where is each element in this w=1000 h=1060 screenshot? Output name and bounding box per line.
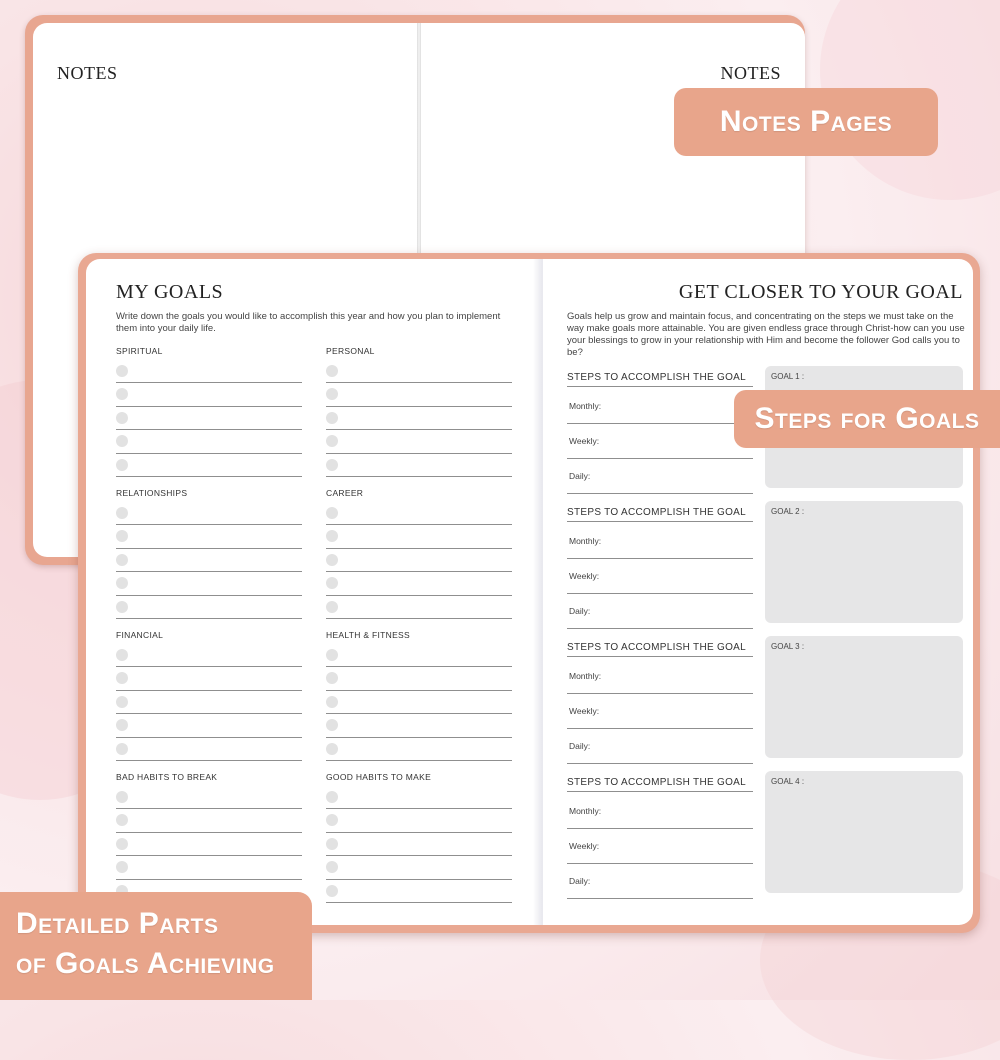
bullet-icon [326, 861, 338, 873]
goal-category [326, 772, 512, 903]
goal-line[interactable] [326, 667, 512, 690]
bullet-icon [116, 530, 128, 542]
detailed-parts-line1: Detailed Parts [16, 907, 219, 940]
bullet-icon [116, 365, 128, 377]
weekly-label: Weekly: [569, 436, 600, 446]
goal-line[interactable] [116, 549, 302, 572]
bullet-icon [326, 554, 338, 566]
goal-line[interactable] [116, 644, 302, 667]
weekly-label: Weekly: [569, 841, 600, 851]
daily-label: Daily: [569, 471, 591, 481]
daily-line[interactable] [567, 594, 753, 629]
monthly-line[interactable] [567, 794, 753, 829]
bullet-icon [116, 861, 128, 873]
goal-line[interactable] [326, 714, 512, 737]
bullet-icon [116, 388, 128, 400]
goal-block-4 [567, 777, 967, 900]
notes-title-left: NOTES [57, 63, 118, 83]
page-title: GET CLOSER TO YOUR GOAL [678, 281, 963, 303]
bullet-icon [326, 388, 338, 400]
steps-for-goals-badge: Steps for Goals [734, 390, 1000, 448]
bullet-icon [116, 412, 128, 424]
category-label: SPIRITUAL [116, 346, 163, 356]
category-label: FINANCIAL [116, 630, 164, 640]
bullet-icon [116, 577, 128, 589]
goal-category [326, 630, 512, 761]
bullet-icon [116, 601, 128, 613]
monthly-label: Monthly: [569, 806, 602, 816]
goal-line[interactable] [326, 738, 512, 761]
weekly-label: Weekly: [569, 706, 600, 716]
weekly-line[interactable] [567, 829, 753, 864]
goal-line[interactable] [326, 809, 512, 832]
steps-heading: STEPS TO ACCOMPLISH THE GOAL [567, 642, 753, 657]
bullet-icon [326, 649, 338, 661]
bullet-icon [116, 719, 128, 731]
page-intro: Write down the goals you would like to accomplish this year and how you plan to implement them into your daily life. [116, 311, 501, 334]
goal-line[interactable] [326, 454, 512, 477]
bullet-icon [116, 696, 128, 708]
goal-label: GOAL 3 : [771, 642, 805, 651]
bullet-icon [326, 791, 338, 803]
closer-goal-page [543, 259, 973, 925]
goal-category [116, 488, 302, 619]
goal-line[interactable] [116, 786, 302, 809]
goal-line[interactable] [326, 383, 512, 406]
goal-box[interactable] [765, 771, 963, 893]
weekly-line[interactable] [567, 694, 753, 729]
category-label: RELATIONSHIPS [116, 488, 188, 498]
goal-line[interactable] [116, 667, 302, 690]
category-label: HEALTH & FITNESS [326, 630, 410, 640]
goal-line[interactable] [326, 407, 512, 430]
category-label: CAREER [326, 488, 364, 498]
daily-line[interactable] [567, 864, 753, 899]
goal-line[interactable] [326, 880, 512, 903]
monthly-label: Monthly: [569, 671, 602, 681]
bullet-icon [326, 885, 338, 897]
goal-line[interactable] [326, 360, 512, 383]
bullet-icon [116, 838, 128, 850]
goal-box[interactable] [765, 501, 963, 623]
goal-line[interactable] [116, 525, 302, 548]
bullet-icon [116, 649, 128, 661]
goal-line[interactable] [116, 833, 302, 856]
bullet-icon [326, 814, 338, 826]
goal-line[interactable] [116, 809, 302, 832]
steps-heading: STEPS TO ACCOMPLISH THE GOAL [567, 372, 753, 387]
daily-label: Daily: [569, 876, 591, 886]
daily-label: Daily: [569, 606, 591, 616]
goal-line[interactable] [116, 383, 302, 406]
bullet-icon [116, 814, 128, 826]
goal-line[interactable] [326, 502, 512, 525]
goal-line[interactable] [116, 738, 302, 761]
goal-category [326, 488, 512, 619]
daily-line[interactable] [567, 729, 753, 764]
bullet-icon [326, 530, 338, 542]
weekly-line[interactable] [567, 559, 753, 594]
goal-line[interactable] [326, 525, 512, 548]
bullet-icon [326, 459, 338, 471]
page-title: MY GOALS [116, 281, 224, 303]
category-label: PERSONAL [326, 346, 375, 356]
goal-line[interactable] [326, 644, 512, 667]
goal-line[interactable] [116, 856, 302, 879]
goal-line[interactable] [116, 691, 302, 714]
goal-line[interactable] [116, 360, 302, 383]
bullet-icon [116, 672, 128, 684]
goal-line[interactable] [326, 596, 512, 619]
goal-line[interactable] [116, 596, 302, 619]
my-goals-page [86, 259, 541, 925]
bullet-icon [116, 435, 128, 447]
goal-line[interactable] [116, 502, 302, 525]
goal-line[interactable] [326, 549, 512, 572]
goal-category [116, 772, 302, 903]
bullet-icon [326, 507, 338, 519]
goal-category [116, 346, 302, 477]
goal-line[interactable] [326, 833, 512, 856]
weekly-line[interactable] [567, 424, 753, 459]
detailed-parts-line2: of Goals Achieving [16, 947, 275, 980]
daily-line[interactable] [567, 459, 753, 494]
goal-line[interactable] [116, 714, 302, 737]
notes-pages-badge: Notes Pages [674, 88, 938, 156]
goal-line[interactable] [116, 454, 302, 477]
bullet-icon [326, 743, 338, 755]
bullet-icon [326, 365, 338, 377]
monthly-line[interactable] [567, 389, 753, 424]
bullet-icon [116, 459, 128, 471]
goal-category [326, 346, 512, 477]
goal-line[interactable] [326, 786, 512, 809]
goal-line[interactable] [326, 856, 512, 879]
bullet-icon [326, 719, 338, 731]
goal-block-3 [567, 642, 967, 765]
goal-label: GOAL 4 : [771, 777, 805, 786]
steps-heading: STEPS TO ACCOMPLISH THE GOAL [567, 507, 753, 522]
goal-line[interactable] [326, 430, 512, 453]
goals-notebook [78, 253, 980, 933]
bullet-icon [326, 601, 338, 613]
goal-block-2 [567, 507, 967, 630]
bullet-icon [326, 838, 338, 850]
monthly-line[interactable] [567, 659, 753, 694]
monthly-label: Monthly: [569, 536, 602, 546]
bullet-icon [116, 507, 128, 519]
category-label: BAD HABITS TO BREAK [116, 772, 218, 782]
detailed-parts-badge [0, 892, 312, 1000]
bullet-icon [326, 577, 338, 589]
bullet-icon [116, 743, 128, 755]
goal-line[interactable] [326, 691, 512, 714]
category-label: GOOD HABITS TO MAKE [326, 772, 432, 782]
weekly-label: Weekly: [569, 571, 600, 581]
bullet-icon [326, 412, 338, 424]
goal-label: GOAL 2 : [771, 507, 805, 516]
monthly-line[interactable] [567, 524, 753, 559]
page-intro: Goals help us grow and maintain focus, and concentrating on the steps we must take on the way make goals more attainable. You are given endless grace through Christ-how can you use your blessings to grow in your relationship with Him and become the follower God calls you to be? [567, 311, 965, 358]
monthly-label: Monthly: [569, 401, 602, 411]
steps-heading: STEPS TO ACCOMPLISH THE GOAL [567, 777, 753, 792]
bullet-icon [326, 696, 338, 708]
goal-line[interactable] [326, 572, 512, 595]
goal-label: GOAL 1 : [771, 372, 805, 381]
bullet-icon [116, 554, 128, 566]
bullet-icon [326, 672, 338, 684]
daily-label: Daily: [569, 741, 591, 751]
goal-line[interactable] [116, 572, 302, 595]
bullet-icon [326, 435, 338, 447]
goal-line[interactable] [116, 407, 302, 430]
goal-box[interactable] [765, 636, 963, 758]
bullet-icon [116, 791, 128, 803]
notes-title-right: NOTES [720, 63, 781, 83]
goal-line[interactable] [116, 430, 302, 453]
goal-category [116, 630, 302, 761]
